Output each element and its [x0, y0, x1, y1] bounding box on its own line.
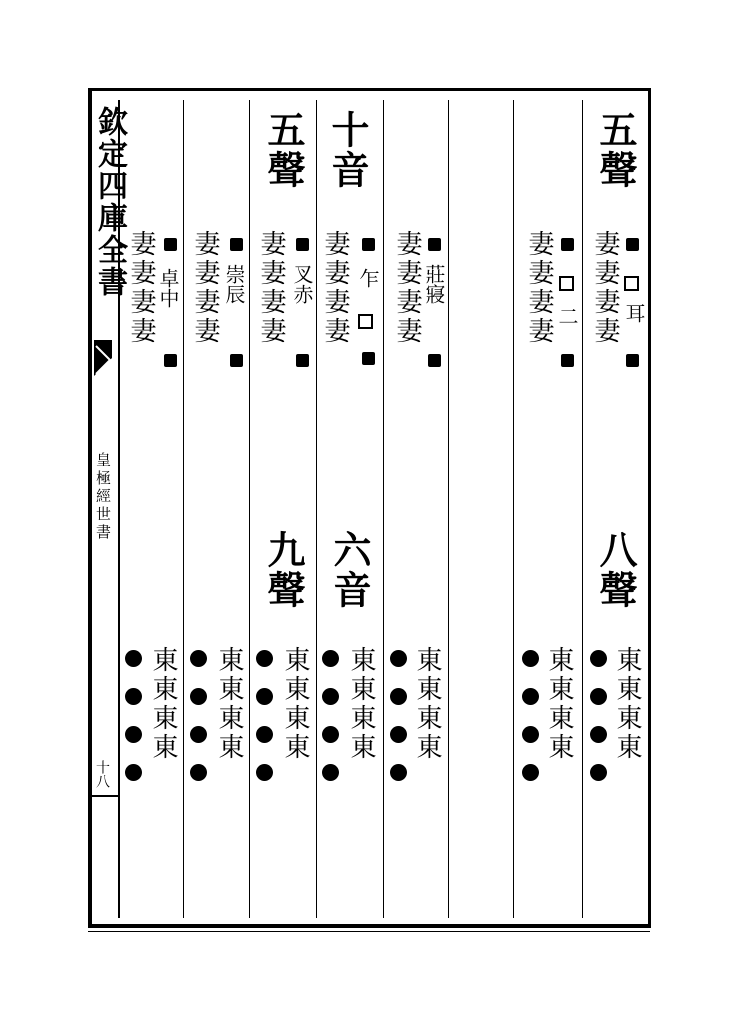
frame-top-border [88, 88, 650, 91]
entry-note: 卓中 [156, 268, 180, 308]
marker-dot [322, 688, 339, 705]
column-rule [316, 100, 317, 918]
column-rule [249, 100, 250, 918]
entry-chars: 妻妻妻妻 [590, 230, 620, 346]
entry-chars: 妻妻妻妻 [126, 230, 156, 346]
marker-square [626, 238, 639, 251]
entry-note: 二 [555, 306, 579, 326]
entry-chars: 東東東東 [280, 646, 310, 762]
entry-note: 乍 [356, 268, 380, 288]
frame-bottom-rule [88, 931, 650, 932]
marker-dot [125, 764, 142, 781]
marker-square [561, 238, 574, 251]
marker-square [164, 354, 177, 367]
spine-page-rule [90, 795, 118, 797]
marker-dot [390, 764, 407, 781]
marker-dot [522, 764, 539, 781]
entry-chars: 東東東東 [544, 646, 574, 762]
marker-dot [256, 764, 273, 781]
column-heading: 八聲 [593, 530, 638, 610]
entry-chars: 妻妻妻妻 [320, 230, 350, 346]
marker-dot [522, 650, 539, 667]
marker-dot [125, 650, 142, 667]
marker-dot [190, 688, 207, 705]
marker-open-square [358, 314, 373, 329]
marker-dot [590, 726, 607, 743]
marker-dot [522, 688, 539, 705]
spine-title: 欽定四庫全書 [92, 106, 127, 298]
entry-chars: 妻妻妻妻 [392, 230, 422, 346]
entry-chars: 妻妻妻妻 [190, 230, 220, 346]
marker-dot [125, 726, 142, 743]
column-heading: 九聲 [261, 530, 306, 610]
marker-square [428, 354, 441, 367]
column-heading: 六音 [327, 530, 372, 610]
column-heading: 十音 [325, 110, 370, 190]
entry-chars: 東東東東 [148, 646, 178, 762]
entry-chars: 東東東東 [412, 646, 442, 762]
marker-square [362, 238, 375, 251]
column-rule [383, 100, 384, 918]
frame-right-border [648, 88, 651, 928]
fish-tail-icon [92, 338, 114, 378]
marker-square [428, 238, 441, 251]
marker-square [296, 354, 309, 367]
column-rule [183, 100, 184, 918]
marker-dot [125, 688, 142, 705]
marker-square [164, 238, 177, 251]
marker-square [296, 238, 309, 251]
marker-dot [590, 764, 607, 781]
marker-dot [256, 726, 273, 743]
column-rule [513, 100, 514, 918]
entry-chars: 東東東東 [214, 646, 244, 762]
column-rule [582, 100, 583, 918]
marker-dot [590, 688, 607, 705]
marker-dot [590, 650, 607, 667]
column-heading: 五聲 [593, 110, 638, 190]
marker-square [230, 238, 243, 251]
entry-note: 耳 [622, 303, 646, 323]
entry-chars: 妻妻妻妻 [524, 230, 554, 346]
marker-dot [256, 650, 273, 667]
marker-square [626, 354, 639, 367]
entry-chars: 東東東東 [346, 646, 376, 762]
marker-dot [190, 726, 207, 743]
entry-note: 崇辰 [222, 264, 246, 304]
marker-dot [522, 726, 539, 743]
marker-square [230, 354, 243, 367]
marker-dot [390, 726, 407, 743]
marker-open-square [624, 276, 639, 291]
marker-dot [190, 650, 207, 667]
marker-dot [322, 764, 339, 781]
marker-dot [322, 726, 339, 743]
entry-note: 莊寢 [422, 264, 446, 304]
column-rule [448, 100, 449, 918]
entry-chars: 妻妻妻妻 [256, 230, 286, 346]
marker-open-square [559, 276, 574, 291]
marker-square [561, 354, 574, 367]
marker-square [362, 352, 375, 365]
entry-note: 叉赤 [290, 264, 314, 304]
spine-page-number: 十八 [94, 760, 110, 788]
marker-dot [256, 688, 273, 705]
marker-dot [322, 650, 339, 667]
marker-dot [390, 688, 407, 705]
marker-dot [190, 764, 207, 781]
entry-chars: 東東東東 [612, 646, 642, 762]
frame-bottom-border [88, 924, 650, 928]
spine-book-title: 皇極經世書 [94, 452, 112, 542]
column-heading: 五聲 [261, 110, 306, 190]
marker-dot [390, 650, 407, 667]
